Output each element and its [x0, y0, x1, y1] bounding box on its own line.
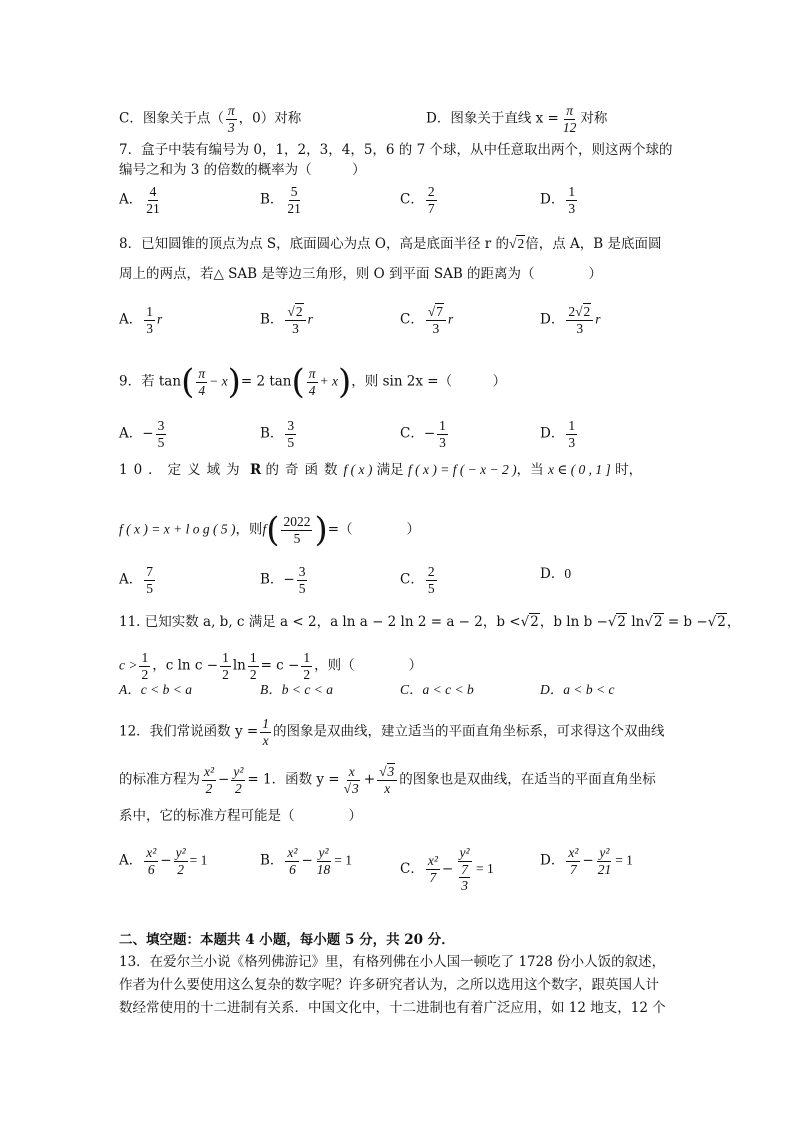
q9-option-b[interactable]: B． $\frac{3}{5}$	[260, 418, 295, 450]
q12-stem-line1: 12．我们常说函数 y = $\frac{1}{x}$ 的图象是双曲线，建立适当的平面直角坐标系，可求得这个双曲线	[119, 716, 665, 748]
q13-line2: 作者为什么要使用这么复杂的数字呢？许多研究者认为，之所以选用这个数字，跟英国人计	[119, 977, 659, 993]
q6-option-c[interactable]	[119, 103, 301, 135]
q7-stem-line1: 7．盒子中装有编号为 0，1，2，3，4，5，6 的 7 个球，从中任意取出两个，则这两个球的	[119, 142, 673, 158]
q10-stem-line2: f ( x ) = x + l o g ( 5 )，则f( $\frac{2022}{5}$ )=（ ）	[119, 510, 421, 551]
q10-option-d[interactable]: D．0	[540, 566, 572, 582]
q6-option-d[interactable]	[426, 103, 607, 135]
q10-option-b[interactable]: B．− $\frac{3}{5}$	[260, 564, 306, 596]
q12-option-d[interactable]: D． $\frac{\text{x²}}{7}$ − $\frac{\text{y²}}{21}$ = 1	[540, 845, 633, 877]
q6-c-fraction: $\frac{\pi}{3}$	[227, 103, 235, 135]
q6-d-text: D．图象关于直线 x =	[426, 110, 559, 127]
q11-option-a[interactable]: A．c < b < a	[119, 682, 192, 697]
q12-option-b[interactable]: B． $\frac{\text{x²}}{6}$ − $\frac{\text{y²}}{18}$ = 1	[260, 845, 353, 877]
q7-option-c[interactable]: C． $\frac{2}{7}$	[400, 184, 435, 216]
q9-stem: 9．若 tan( $\frac{\pi}{4}$ − x)= 2 tan( $\frac{\pi}{4}$ + x)，则 sin 2x =（ ）	[119, 362, 507, 403]
q8-option-c[interactable]: C． $\frac{√7}{3}$ r	[400, 304, 454, 336]
q9-option-d[interactable]: D． $\frac{1}{3}$	[540, 418, 576, 450]
q11-option-c[interactable]: C．a < c < b	[400, 682, 474, 697]
q6-d-end: 对称	[580, 110, 608, 127]
sqrt-symbol: √2	[509, 236, 525, 251]
q11-option-d[interactable]: D．a < b < c	[540, 682, 615, 697]
q8-option-d[interactable]: D． $\frac{2√2}{3}$ r	[540, 304, 601, 336]
q11-stem-line1: 11. 已知实数 a, b, c 满足 a < 2，a ln a − 2 ln 2 = a − 2，b <√2，b ln b −√2 ln√2 = b −√2，	[119, 614, 741, 630]
q9-option-a[interactable]: A．− $\frac{3}{5}$	[119, 418, 165, 450]
q12-stem-line2: 的标准方程为 $\frac{\text{x²}}{2}$ − $\frac{\text{y²}}{2}$ = 1．函数 y = $\frac{x}{√3}$ + $\frac{√3}{x}$ 的图象也是双曲线，在适当的平面直角坐标	[119, 764, 656, 796]
q12-option-c[interactable]: C． $\frac{\text{x²}}{7}$ − $\frac{\text{y²}}{\frac{7}{3}}$ = 1	[400, 845, 494, 894]
q11-stem-line2: c > $\frac{1}{2}$ ，c ln c − $\frac{1}{2}$ ln $\frac{1}{2}$ = c − $\frac{1}{2}$ ，则（ ）	[119, 650, 423, 682]
q10-stem-line1: 10．定义域为 R 的奇函数f ( x ) 满足 f ( x ) = f ( − x − 2 )，当 x ∈ ( 0 , 1 ] 时，	[119, 462, 643, 478]
q8-stem-line2: 周上的两点，若△ SAB 是等边三角形，则 O 到平面 SAB 的距离为（ ）	[119, 266, 603, 282]
q12-option-a[interactable]: A． $\frac{\text{x²}}{6}$ − $\frac{\text{y²}}{2}$ = 1	[119, 845, 208, 877]
q13-line1: 13．在爱尔兰小说《格列佛游记》里，有格列佛在小人国一顿吃了 1728 份小人饭的叙述，	[119, 954, 666, 970]
q7-option-d[interactable]: D． $\frac{1}{3}$	[540, 184, 576, 216]
q10-option-a[interactable]: A． $\frac{7}{5}$	[119, 564, 153, 596]
q7-option-b[interactable]: B． $\frac{5}{21}$	[260, 184, 301, 216]
q12-stem-line3: 系中，它的标准方程可能是（ ）	[119, 808, 362, 824]
q7-stem-line2: 编号之和为 3 的倍数的概率为（ ）	[119, 162, 366, 178]
q8-stem-line1: 8．已知圆锥的顶点为点 S，底面圆心为点 O，高是底面半径 r 的√2倍，点 A，B 是底面圆	[119, 236, 662, 252]
q8-option-a[interactable]: A． $\frac{1}{3}$ r	[119, 304, 163, 336]
q6-c-text: C．图象关于点（	[119, 110, 224, 127]
q6-c-end: ，0）对称	[238, 110, 302, 127]
q9-option-c[interactable]: C．− $\frac{1}{3}$	[400, 418, 446, 450]
q11-option-b[interactable]: B．b < c < a	[260, 682, 333, 697]
section-heading: 二、填空题：本题共 4 小题，每小题 5 分，共 20 分．	[119, 932, 455, 948]
q7-option-a[interactable]: A． $\frac{4}{21}$	[119, 184, 160, 216]
q6-d-fraction: $\frac{\pi}{12}$	[562, 103, 577, 135]
q8-option-b[interactable]: B． $\frac{√2}{3}$ r	[260, 304, 313, 336]
q10-option-c[interactable]: C． $\frac{2}{5}$	[400, 564, 435, 596]
q13-line3: 数经常使用的十二进制有关系．中国文化中，十二进制也有着广泛应用，如 12 地支，12 个	[119, 1000, 666, 1016]
